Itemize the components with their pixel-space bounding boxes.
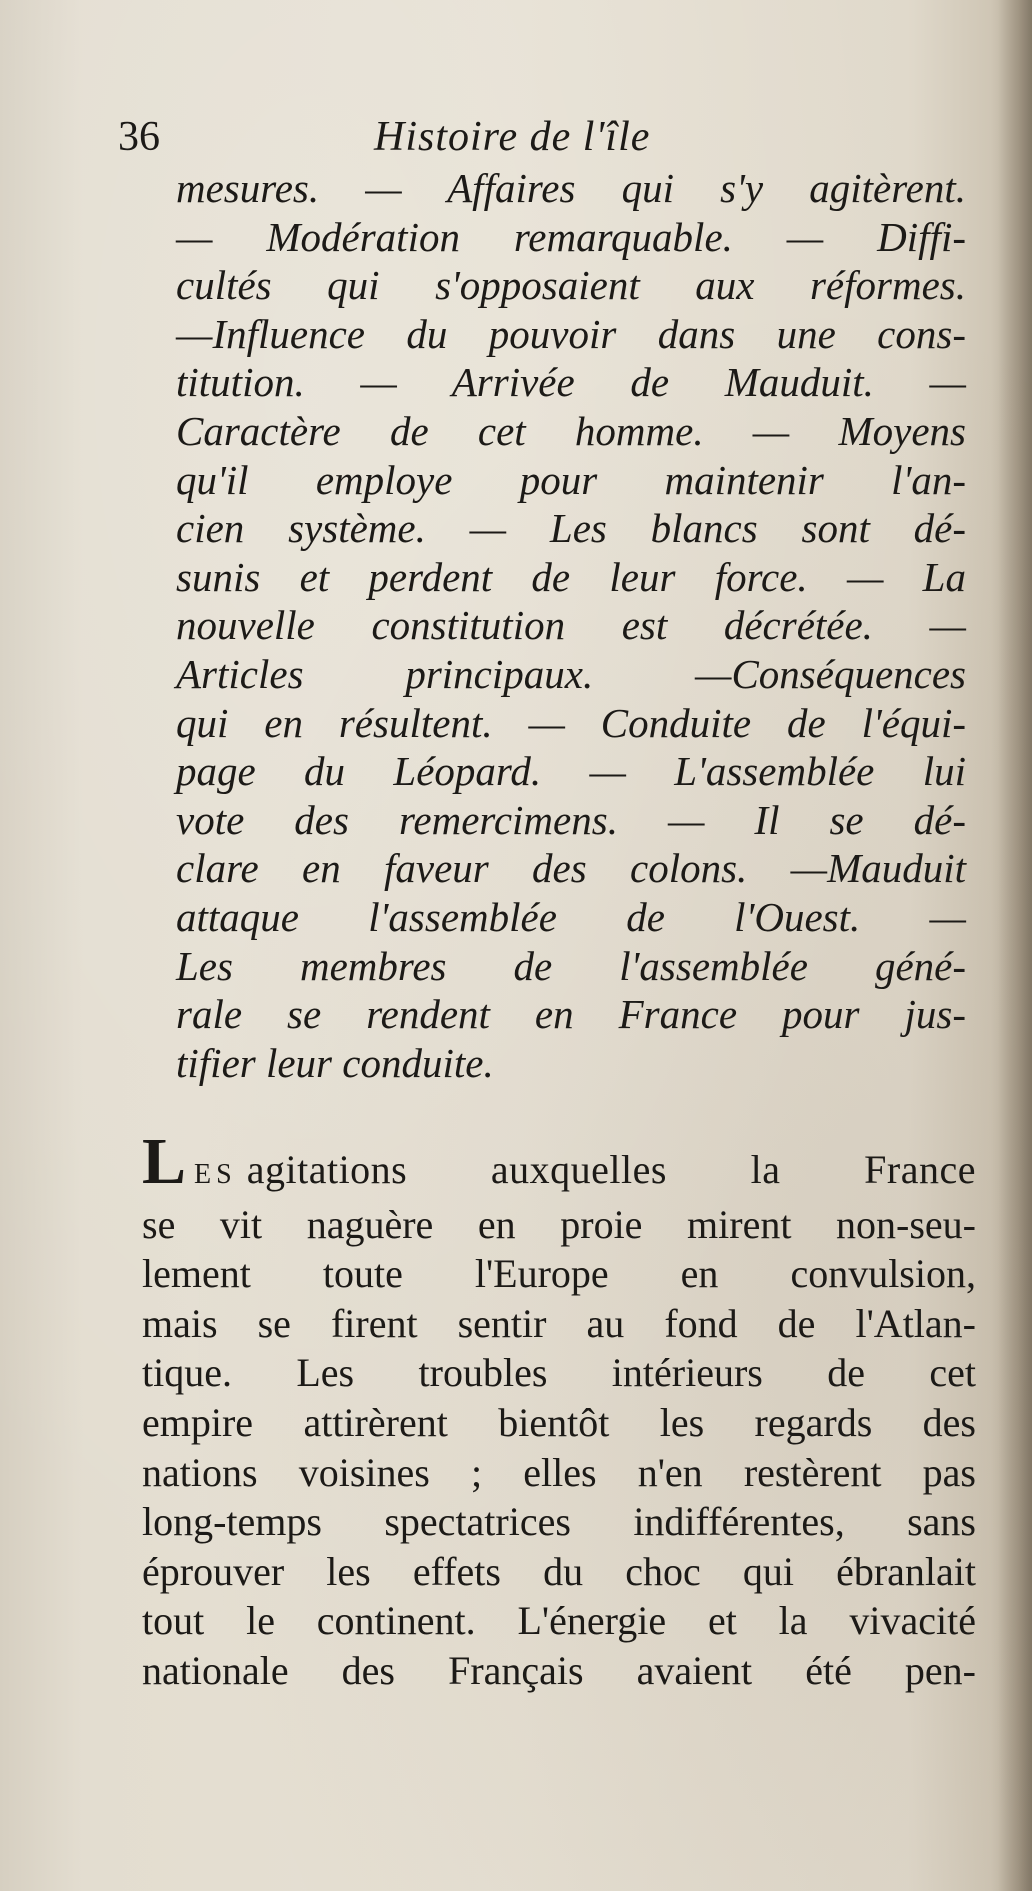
summary-line: sunis et perdent de leur force. — La xyxy=(176,553,966,600)
summary-line: clare en faveur des colons. —Mauduit xyxy=(176,845,966,892)
running-title: Histoire de l'île xyxy=(374,114,651,160)
summary-line: rale se rendent en France pour jus- xyxy=(176,991,966,1038)
summary-line: titution. — Arrivée de Mauduit. — xyxy=(176,359,966,406)
body-line: tique. Les troubles intérieurs de cet xyxy=(142,1350,976,1396)
summary-line: qui en résultent. — Conduite de l'équi- xyxy=(176,699,966,746)
summary-line: — Modération remarquable. — Diffi- xyxy=(176,213,966,260)
summary-line: Les membres de l'assemblée géné- xyxy=(176,942,966,989)
body-line: lement toute l'Europe en convulsion, xyxy=(142,1251,976,1297)
first-line-text: agitations auxquelles la France xyxy=(246,1147,976,1192)
summary-line: —Influence du pouvoir dans une cons- xyxy=(176,310,966,357)
summary-line: nouvelle constitution est décrétée. — xyxy=(176,602,966,649)
summary-line: Articles principaux. —Conséquences xyxy=(176,650,966,697)
chapter-summary xyxy=(176,164,966,1087)
body-line: nations voisines ; elles n'en restèrent pas xyxy=(142,1449,976,1495)
body-paragraph xyxy=(142,1125,976,1696)
body-line: tout le continent. L'énergie et la vivacité xyxy=(142,1598,976,1644)
body-line: nationale des Français avaient été pen- xyxy=(142,1647,976,1693)
running-head xyxy=(118,112,978,162)
summary-line: vote des remercimens. — Il se dé- xyxy=(176,796,966,843)
body-line: long-temps spectatrices indifférentes, sans xyxy=(142,1499,976,1545)
summary-line: cultés qui s'opposaient aux réformes. xyxy=(176,262,966,309)
body-line: mais se firent sentir au fond de l'Atlan- xyxy=(142,1300,976,1346)
body-line: empire attirèrent bientôt les regards des xyxy=(142,1399,976,1445)
summary-line: page du Léopard. — L'assemblée lui xyxy=(176,748,966,795)
summary-line: qu'il employe pour maintenir l'an- xyxy=(176,456,966,503)
page-number: 36 xyxy=(118,114,160,160)
summary-line: attaque l'assemblée de l'Ouest. — xyxy=(176,893,966,940)
summary-line: tifier leur conduite. xyxy=(176,1039,494,1086)
body-line: éprouver les effets du choc qui ébranlait xyxy=(142,1548,976,1594)
body-line: se vit naguère en proie mirent non-seu- xyxy=(142,1201,976,1247)
summary-line: cien système. — Les blancs sont dé- xyxy=(176,505,966,552)
summary-line: Caractère de cet homme. — Moyens xyxy=(176,407,966,454)
body-first-line xyxy=(142,1125,976,1200)
small-caps-text: ES xyxy=(194,1159,237,1190)
drop-initial: L xyxy=(142,1125,189,1198)
summary-line: mesures. — Affaires qui s'y agitèrent. xyxy=(176,165,966,211)
